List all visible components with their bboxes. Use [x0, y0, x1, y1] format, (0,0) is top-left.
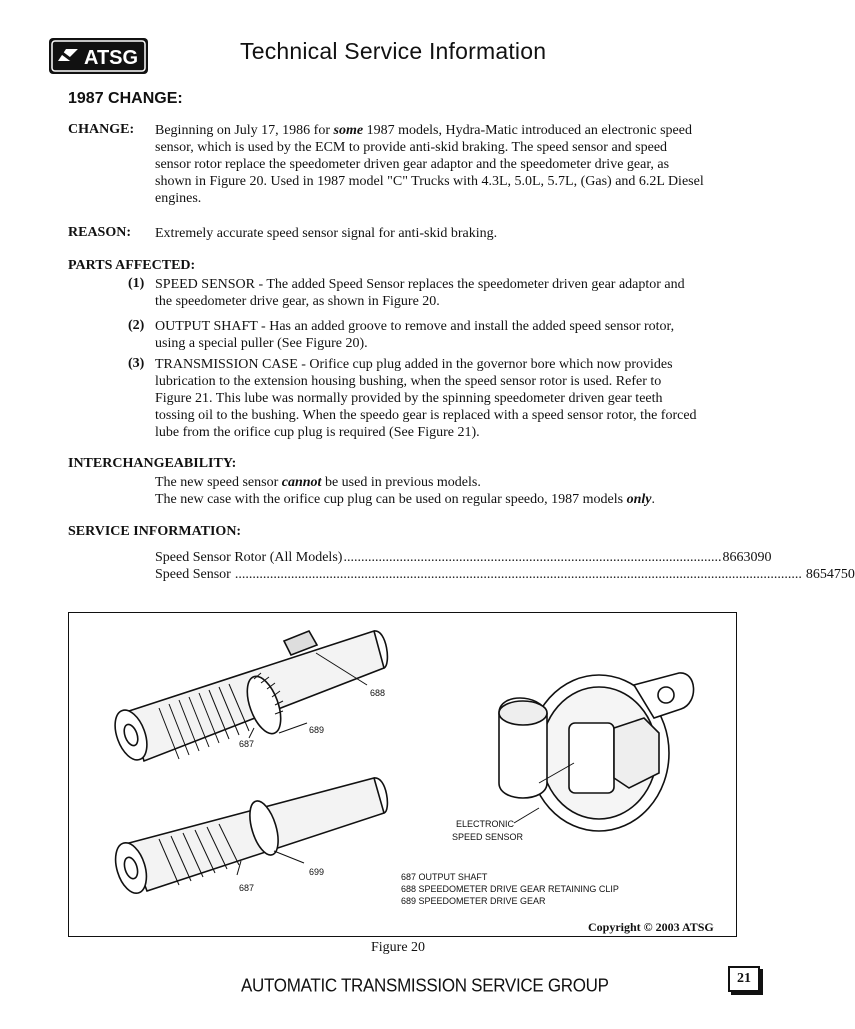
legend-item: 689 SPEEDOMETER DRIVE GEAR: [401, 896, 546, 906]
figure-callout: 688: [370, 688, 386, 698]
service-parts-list: [155, 549, 855, 583]
section-title: 1987 CHANGE:: [68, 90, 183, 107]
change-line: sensor, which is used by the ECM to provide anti-skid braking. The speed sensor and speed: [155, 140, 668, 155]
parts-affected-label: PARTS AFFECTED:: [68, 258, 196, 273]
part-2-text: [155, 318, 731, 352]
reason-label: REASON:: [68, 225, 132, 240]
part-line: tossing oil to the bushing. When the speedo gear is replaced with a speed sensor rotor, the forced: [155, 408, 697, 423]
sensor-label: ELECTRONIC: [456, 819, 515, 829]
part-number: (2): [128, 318, 145, 333]
part-1-text: [155, 276, 731, 310]
page-header-title: Technical Service Information: [240, 38, 547, 64]
part-line: TRANSMISSION CASE - Orifice cup plug added in the governor bore which now provides: [155, 357, 673, 372]
atsg-logo: [48, 37, 149, 75]
part-line: the speedometer drive gear, as shown in Figure 20.: [155, 294, 440, 309]
service-information-label: SERVICE INFORMATION:: [68, 524, 242, 539]
figure-callout: 699: [309, 867, 325, 877]
footer-org: AUTOMATIC TRANSMISSION SERVICE GROUP: [241, 975, 609, 996]
sensor-label: SPEED SENSOR: [452, 832, 524, 842]
change-line-1: Beginning on July 17, 1986 for some 1987 models, Hydra-Matic introduced an electronic speed: [155, 123, 692, 138]
part-3-text: [155, 356, 731, 441]
change-line: engines.: [155, 191, 202, 206]
logo-text: ATSG: [84, 47, 139, 69]
part-name: Speed Sensor: [155, 567, 231, 582]
interchange-line-1: The new speed sensor cannot be used in previous models.: [155, 475, 481, 490]
figure-legend: [401, 871, 619, 907]
interchange-line-2: The new case with the orifice cup plug can be used on regular speedo, 1987 models only.: [155, 492, 655, 507]
part-number: (1): [128, 276, 145, 291]
part-line: SPEED SENSOR - The added Speed Sensor replaces the speedometer driven gear adaptor and: [155, 277, 685, 292]
change-label: CHANGE:: [68, 122, 135, 137]
legend-item: 687 OUTPUT SHAFT: [401, 872, 488, 882]
reason-text: Extremely accurate speed sensor signal for anti-skid braking.: [155, 226, 498, 241]
change-emphasis-some: some: [333, 123, 364, 138]
part-number: (3): [128, 356, 145, 371]
figure-callout: 687: [239, 739, 255, 749]
part-number-value: 8663090: [722, 550, 772, 565]
part-number-value: 8654750: [805, 567, 855, 582]
copyright: Copyright © 2003 ATSG: [588, 920, 714, 934]
part-line: Figure 21. This lube was normally provided by the spinning speedometer driven gear teeth: [155, 391, 663, 406]
legend-item: 688 SPEEDOMETER DRIVE GEAR RETAINING CLIP: [401, 884, 619, 894]
figure-callout: 687: [239, 883, 255, 893]
part-name: Speed Sensor Rotor (All Models): [155, 550, 343, 565]
change-line: sensor rotor replace the speedometer driven gear adaptor and the speedometer drive gear, as: [155, 157, 670, 172]
part-line: OUTPUT SHAFT - Has an added groove to remove and install the added speed sensor rotor,: [155, 319, 675, 334]
change-line: shown in Figure 20. Used in 1987 model "C" Trucks with 4.3L, 5.0L, 5.7L, (Gas) and 6.2L Diesel: [155, 174, 704, 189]
part-line: using a special puller (See Figure 20).: [155, 336, 368, 351]
part-line: lube from the orifice cup plug is required (See Figure 21).: [155, 425, 480, 440]
part-line: lubrication to the extension housing bushing, when the speed sensor rotor is used. Refer to: [155, 374, 662, 389]
page-number: 21: [728, 966, 760, 992]
interchangeability-text: [155, 474, 731, 508]
change-paragraph: [155, 122, 731, 207]
figure-caption: Figure 20: [371, 940, 426, 955]
figure-20-box: [68, 612, 737, 937]
service-part-row: [155, 549, 772, 566]
dot-leader: ............................................................................................................: [343, 550, 722, 565]
service-part-row: [155, 566, 855, 583]
dot-leader: ..................................................................................................................................................................: [234, 567, 802, 582]
figure-callout: 689: [309, 725, 325, 735]
interchangeability-label: INTERCHANGEABILITY:: [68, 456, 237, 471]
